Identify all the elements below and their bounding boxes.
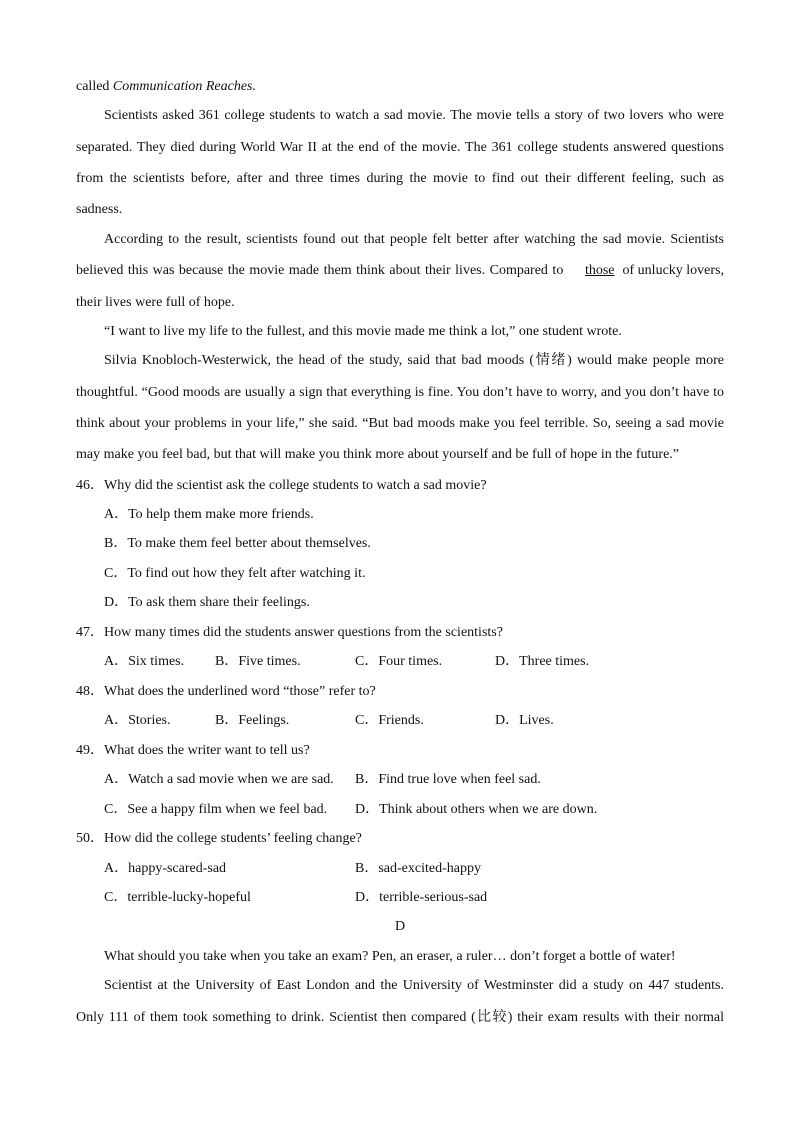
answer-option: B．Feelings. bbox=[215, 713, 290, 728]
answer-option: B．sad-excited-happy bbox=[355, 861, 481, 876]
paragraph-line: thoughtful. “Good moods are usually a sign that everything is fine. You don’t have to worry, and you don’t have to bbox=[76, 385, 724, 400]
paragraph-line: Scientist at the University of East London and the University of Westminster did a study on 447 students. bbox=[104, 978, 724, 993]
paragraph-line: Silvia Knobloch-Westerwick, the head of the study, said that bad moods (情绪) would make people more bbox=[104, 353, 724, 368]
quote-paragraph: “I want to live my life to the fullest, and this movie made me think a lot,” one student wrote. bbox=[104, 324, 622, 339]
question-stem: 50．How did the college students’ feeling change? bbox=[76, 831, 362, 846]
answer-option: B．Five times. bbox=[215, 654, 301, 669]
answer-option: D．To ask them share their feelings. bbox=[104, 595, 310, 610]
underlined-word: those bbox=[584, 263, 615, 278]
answer-option: A．Stories. bbox=[104, 713, 171, 728]
section-heading: D bbox=[394, 919, 406, 934]
paragraph-line: may make you feel bad, but that will make you think more about yourself and be full of hope in the future.” bbox=[76, 447, 679, 462]
paragraph-line: Scientists asked 361 college students to watch a sad movie. The movie tells a story of two lovers who were bbox=[104, 108, 724, 123]
answer-option: C．Friends. bbox=[355, 713, 424, 728]
answer-option: D．Think about others when we are down. bbox=[355, 802, 598, 817]
answer-option: C．See a happy film when we feel bad. bbox=[104, 802, 328, 817]
question-stem: 48．What does the underlined word “those” refer to? bbox=[76, 684, 376, 699]
answer-option: A．Six times. bbox=[104, 654, 185, 669]
answer-option: C．terrible-lucky-hopeful bbox=[104, 890, 251, 905]
answer-option: B．To make them feel better about themselves. bbox=[104, 536, 371, 551]
study-title: Communication Reaches. bbox=[112, 79, 257, 94]
question-stem: 49．What does the writer want to tell us? bbox=[76, 743, 310, 758]
paragraph-line: What should you take when you take an exam? Pen, an eraser, a ruler… don’t forget a bottle of water! bbox=[104, 949, 676, 964]
paragraph-line: from the scientists before, after and three times during the movie to find out their different feeling, such as bbox=[76, 171, 724, 186]
answer-option: D．Three times. bbox=[495, 654, 590, 669]
paragraph-line: sadness. bbox=[76, 202, 123, 217]
answer-option: A．happy-scared-sad bbox=[104, 861, 227, 876]
paragraph-line: their lives were full of hope. bbox=[76, 295, 235, 310]
answer-option: A．To help them make more friends. bbox=[104, 507, 314, 522]
answer-option: D．Lives. bbox=[495, 713, 554, 728]
paragraph-line: believed this was because the movie made them think about their lives. Compared to those of unlucky lovers, bbox=[76, 263, 724, 278]
answer-option: C．To find out how they felt after watching it. bbox=[104, 566, 366, 581]
paragraph-line: separated. They died during World War II at the end of the movie. The 361 college students answered questions bbox=[76, 140, 724, 155]
passage-line: called Communication Reaches. bbox=[76, 79, 257, 94]
question-stem: 47．How many times did the students answer questions from the scientists? bbox=[76, 625, 503, 640]
paragraph-line: Only 111 of them took something to drink. Scientist then compared (比较) their exam results with their normal bbox=[76, 1010, 724, 1025]
paragraph-line: According to the result, scientists found out that people felt better after watching the sad movie. Scientists bbox=[104, 232, 724, 247]
paragraph-line: think about your problems in your life,” she said. “But bad moods make you feel terrible. So, seeing a sad movie bbox=[76, 416, 724, 431]
question-stem: 46．Why did the scientist ask the college students to watch a sad movie? bbox=[76, 478, 487, 493]
answer-option: D．terrible-serious-sad bbox=[355, 890, 488, 905]
answer-option: B．Find true love when feel sad. bbox=[355, 772, 541, 787]
answer-option: A．Watch a sad movie when we are sad. bbox=[104, 772, 334, 787]
answer-option: C．Four times. bbox=[355, 654, 443, 669]
